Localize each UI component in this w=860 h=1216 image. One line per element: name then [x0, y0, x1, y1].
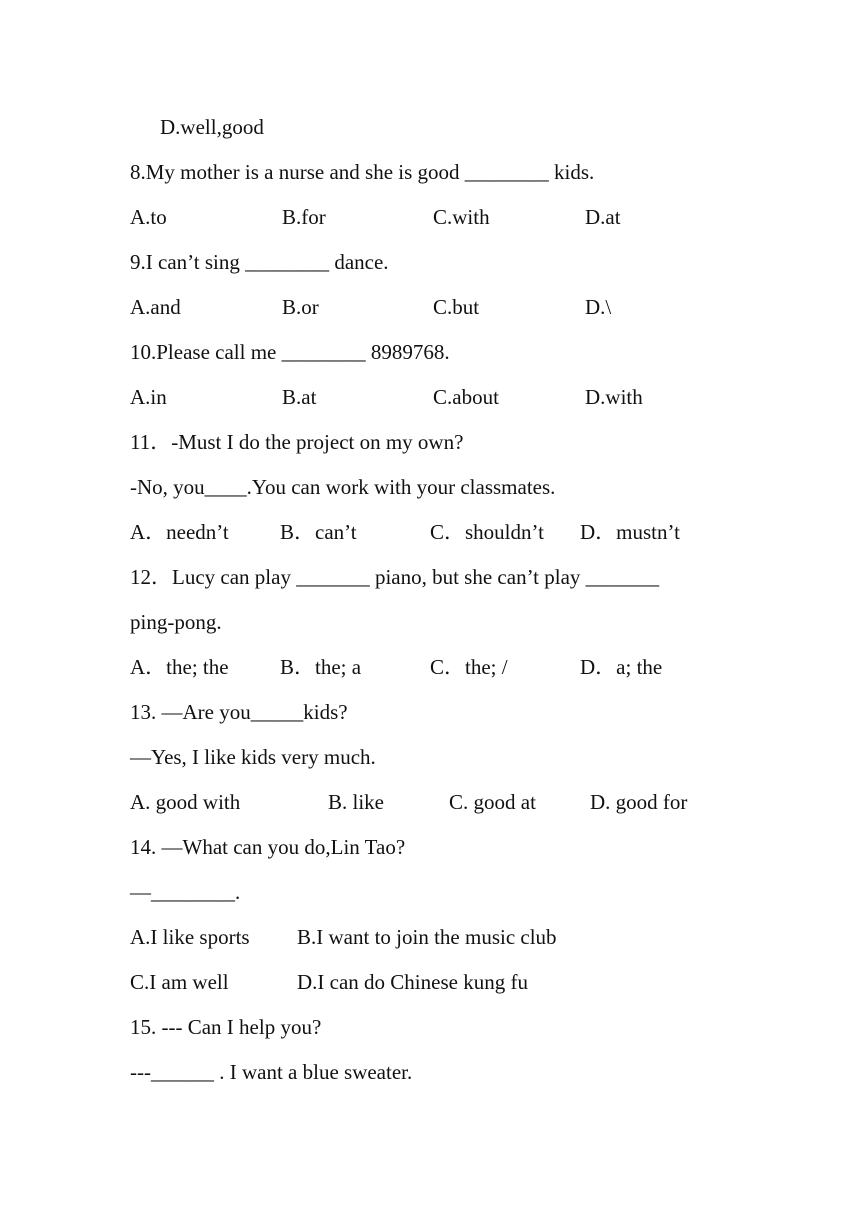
q12-option-d: D．a; the [580, 655, 663, 679]
question-13: 13. —Are you_____kids? [130, 700, 348, 724]
q11-option-b: B．can’t [280, 520, 357, 544]
q12-option-c: C．the; / [430, 655, 508, 679]
q14-option-d: D.I can do Chinese kung fu [297, 970, 528, 994]
q12-option-b: B．the; a [280, 655, 362, 679]
question-14: 14. —What can you do,Lin Tao? [130, 835, 406, 859]
q9-option-c: C.but [433, 295, 480, 319]
question-12: 12．Lucy can play _______ piano, but she can’t play _______ [130, 565, 660, 589]
q11-option-d: D．mustn’t [580, 520, 680, 544]
q10-option-a: A.in [130, 385, 167, 409]
q9-option-d: D.\ [585, 295, 612, 319]
q13-option-b: B. like [328, 790, 384, 814]
q13-option-a: A. good with [130, 790, 241, 814]
q14-option-a: A.I like sports [130, 925, 250, 949]
q8-option-d: D.at [585, 205, 621, 229]
question-15: 15. --- Can I help you? [130, 1015, 322, 1039]
q10-option-d: D.with [585, 385, 643, 409]
q10-option-b: B.at [282, 385, 317, 409]
question-14-response: —________. [130, 880, 241, 904]
q12-option-a: A．the; the [130, 655, 229, 679]
q10-option-c: C.about [433, 385, 499, 409]
q9-option-a: A.and [130, 295, 181, 319]
q11-option-c: C．shouldn’t [430, 520, 544, 544]
question-8: 8.My mother is a nurse and she is good ________ kids. [130, 160, 595, 184]
q14-option-c: C.I am well [130, 970, 229, 994]
question-11-response: -No, you____.You can work with your classmates. [130, 475, 556, 499]
question-12-continued: ping-pong. [130, 610, 222, 634]
q13-option-d: D. good for [590, 790, 688, 814]
q14-option-b: B.I want to join the music club [297, 925, 557, 949]
question-10: 10.Please call me ________ 8989768. [130, 340, 450, 364]
q7-option-d: D.well,good [160, 115, 264, 139]
question-11: 11．-Must I do the project on my own? [130, 430, 464, 454]
q11-option-a: A．needn’t [130, 520, 229, 544]
question-15-response: ---______ . I want a blue sweater. [130, 1060, 413, 1084]
q8-option-c: C.with [433, 205, 490, 229]
q9-option-b: B.or [282, 295, 319, 319]
q8-option-b: B.for [282, 205, 326, 229]
question-9: 9.I can’t sing ________ dance. [130, 250, 389, 274]
question-13-response: —Yes, I like kids very much. [130, 745, 376, 769]
q8-option-a: A.to [130, 205, 167, 229]
q13-option-c: C. good at [449, 790, 536, 814]
